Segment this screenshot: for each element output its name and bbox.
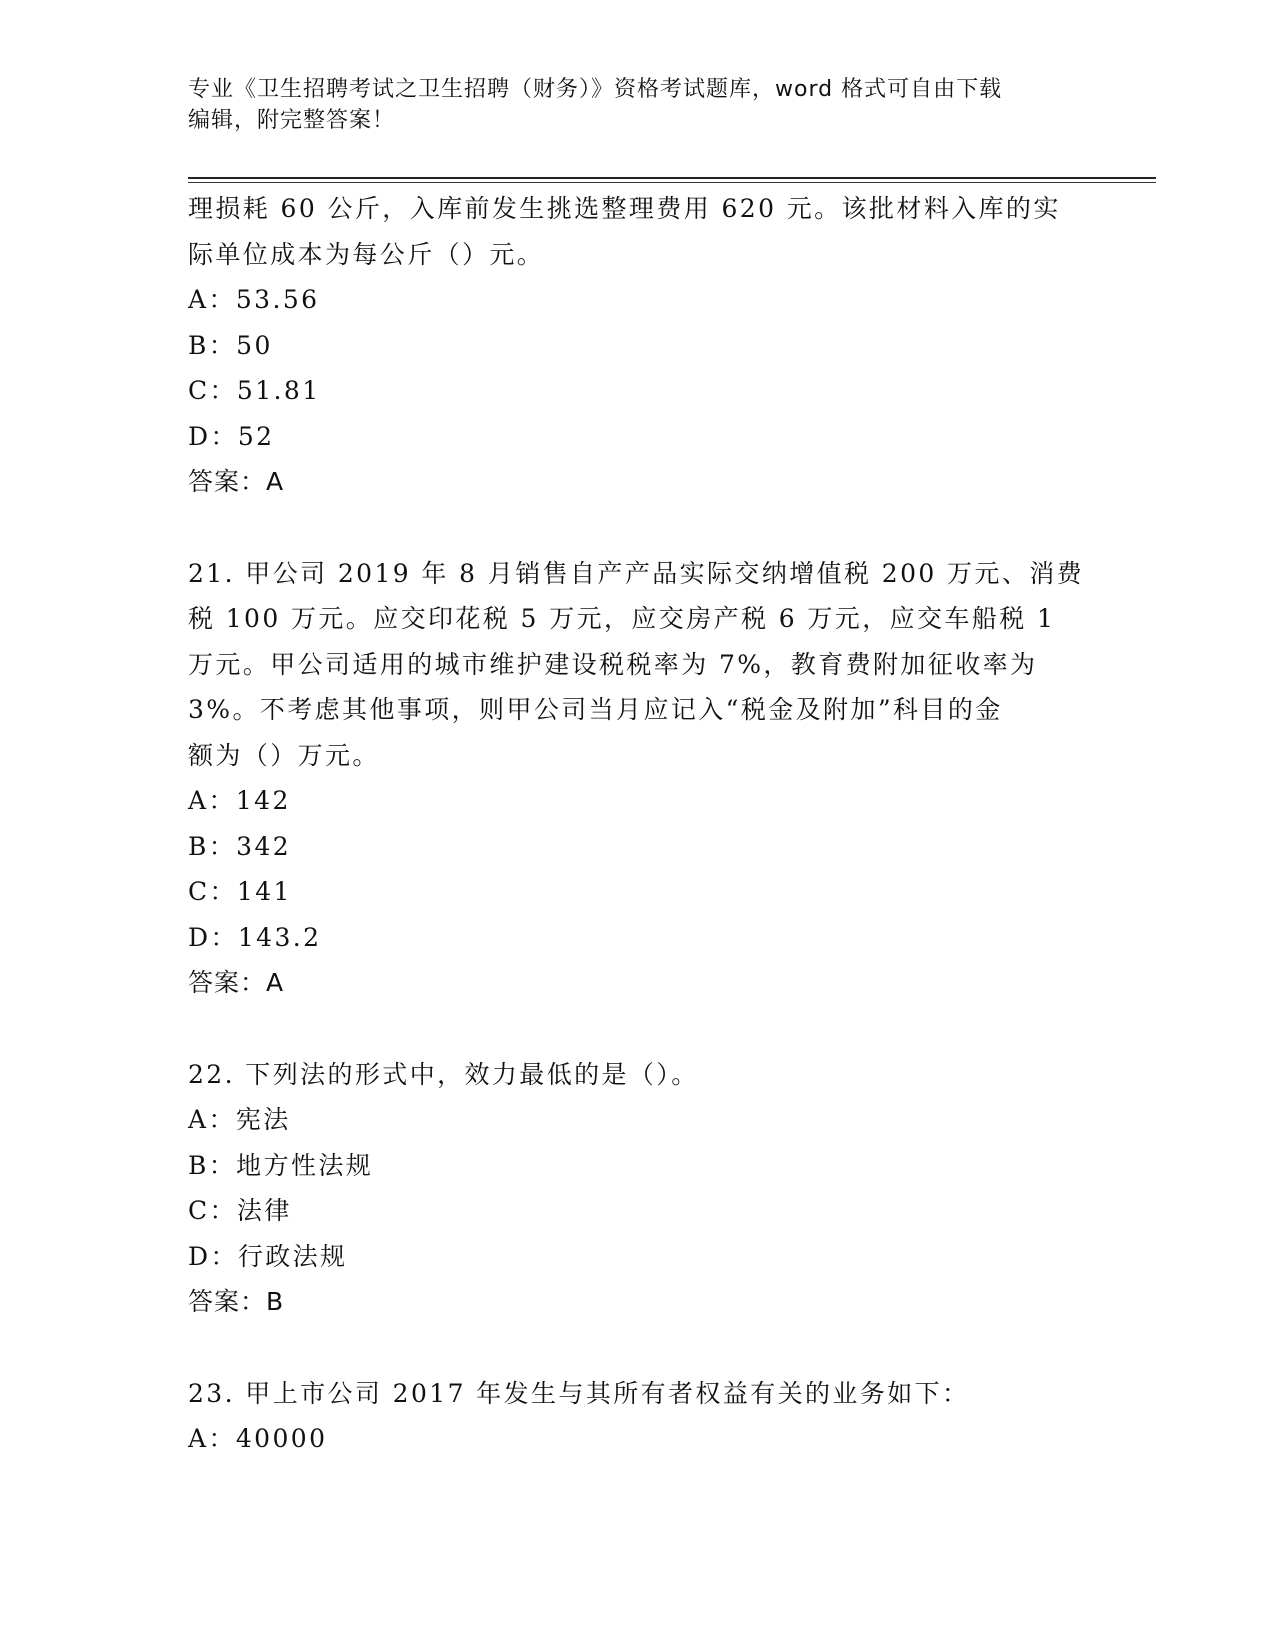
header-divider-thick	[188, 177, 1156, 179]
option-a: A：53.56	[188, 285, 320, 314]
option-d: D：143.2	[188, 922, 322, 952]
question-stem-line: 21. 甲公司 2019 年 8 月销售自产产品实际交纳增值税 200 万元、消费	[188, 558, 1085, 588]
option-b: B：地方性法规	[188, 1150, 374, 1180]
option-b: B：50	[188, 330, 273, 360]
spacer	[188, 1325, 1088, 1371]
option-c: C：51.81	[188, 376, 321, 405]
answer-line: 答案：B	[188, 1287, 285, 1316]
answer-line: 答案：A	[188, 467, 285, 496]
answer-line: 答案：A	[188, 968, 285, 997]
option-d: D：行政法规	[188, 1241, 348, 1271]
header-divider-thin	[188, 182, 1156, 183]
question-block	[188, 186, 1088, 505]
option-a: A：宪法	[188, 1105, 291, 1134]
header-line-1: 专业《卫生招聘考试之卫生招聘（财务）》资格考试题库，word 格式可自由下载	[188, 77, 1003, 102]
question-list	[188, 186, 1088, 1462]
question-block	[188, 1052, 1088, 1325]
question-stem-line: 际单位成本为每公斤（）元。	[188, 239, 545, 269]
question-stem-line: 税 100 万元。应交印花税 5 万元，应交房产税 6 万元，应交车船税 1	[188, 604, 1056, 633]
option-a: A：40000	[188, 1424, 328, 1453]
question-stem-line: 额为（）万元。	[188, 740, 380, 770]
spacer	[188, 505, 1088, 551]
option-c: C：141	[188, 877, 292, 906]
question-stem-line: 万元。甲公司适用的城市维护建设税税率为 7%，教育费附加征收率为	[188, 649, 1038, 679]
spacer	[188, 1006, 1088, 1052]
question-stem-line: 23. 甲上市公司 2017 年发生与其所有者权益有关的业务如下：	[188, 1378, 970, 1408]
option-a: A：142	[188, 786, 291, 815]
option-d: D：52	[188, 421, 275, 451]
question-block	[188, 1371, 1088, 1462]
header-line-2: 编辑，附完整答案！	[188, 108, 396, 133]
question-stem-line: 22. 下列法的形式中，效力最低的是（）。	[188, 1059, 699, 1089]
option-b: B：342	[188, 831, 292, 861]
question-stem-line: 理损耗 60 公斤，入库前发生挑选整理费用 620 元。该批材料入库的实	[188, 194, 1061, 223]
question-block	[188, 551, 1088, 1006]
page-header	[188, 74, 1068, 136]
option-c: C：法律	[188, 1196, 292, 1225]
question-stem-line: 3%。不考虑其他事项，则甲公司当月应记入“税金及附加”科目的金	[188, 695, 1003, 724]
